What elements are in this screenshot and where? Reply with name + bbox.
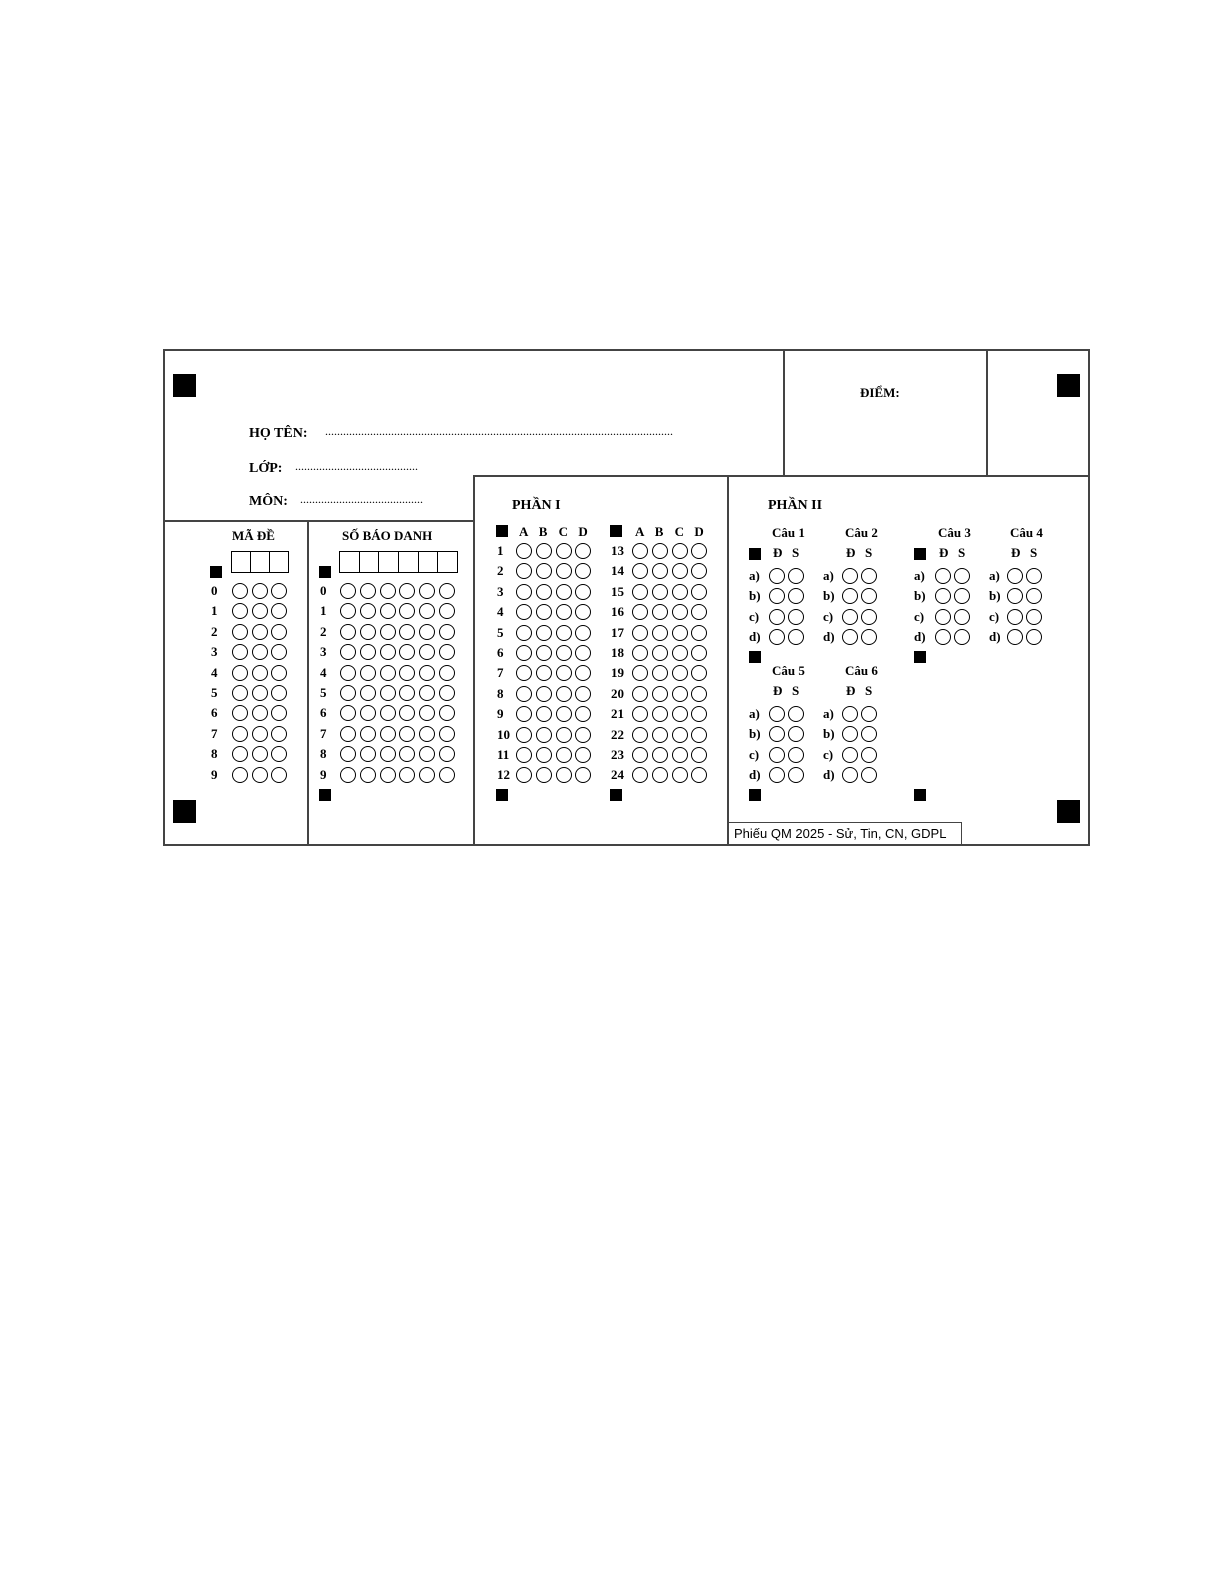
corner-marker-top-right bbox=[1057, 374, 1080, 397]
part1-bubble[interactable] bbox=[632, 584, 648, 600]
part2-bubble[interactable] bbox=[788, 568, 804, 584]
part1-bubble[interactable] bbox=[516, 686, 532, 702]
sbd-bubble[interactable] bbox=[399, 665, 415, 681]
sbd-bubble[interactable] bbox=[380, 685, 396, 701]
part1-option-header: A bbox=[635, 524, 645, 539]
part1-question-number: 2 bbox=[497, 563, 504, 579]
part2-question-title: Câu 5 bbox=[772, 663, 805, 678]
part1-question-number: 19 bbox=[611, 665, 624, 681]
sbd-bubble[interactable] bbox=[360, 624, 376, 640]
class-label: LỚP: bbox=[249, 461, 283, 476]
sbd-bubble[interactable] bbox=[380, 726, 396, 742]
part2-item-label: c) bbox=[749, 608, 760, 624]
sbd-bubble[interactable] bbox=[360, 726, 376, 742]
sbd-digit-label: 4 bbox=[320, 664, 327, 680]
part2-bubble[interactable] bbox=[769, 706, 785, 722]
timing-marker bbox=[749, 548, 761, 560]
part1-bubble[interactable] bbox=[516, 645, 532, 661]
timing-marker bbox=[496, 525, 508, 537]
part1-bubble[interactable] bbox=[556, 563, 572, 579]
part1-bubble[interactable] bbox=[672, 604, 688, 620]
part2-item-label: c) bbox=[749, 746, 760, 762]
part1-bubble[interactable] bbox=[575, 625, 591, 641]
sbd-write-box[interactable] bbox=[339, 551, 458, 573]
part1-bubble[interactable] bbox=[691, 625, 707, 641]
part2-item-label: d) bbox=[749, 767, 761, 783]
timing-marker bbox=[749, 789, 761, 801]
part2-ds-header: Đ bbox=[1011, 545, 1021, 560]
ma-de-digit-label: 8 bbox=[211, 746, 218, 762]
part2-bubble[interactable] bbox=[1026, 609, 1042, 625]
part1-bubble[interactable] bbox=[652, 747, 668, 763]
ma-de-bubble[interactable] bbox=[232, 583, 248, 599]
sbd-digit-label: 7 bbox=[320, 725, 327, 741]
part1-bubble[interactable] bbox=[652, 727, 668, 743]
sbd-bubble[interactable] bbox=[380, 644, 396, 660]
part2-item-label: d) bbox=[823, 767, 835, 783]
part1-bubble[interactable] bbox=[672, 625, 688, 641]
part2-ds-header: S bbox=[865, 545, 873, 560]
part1-option-header: D bbox=[694, 524, 704, 539]
ma-de-bubble[interactable] bbox=[232, 767, 248, 783]
part1-bubble[interactable] bbox=[652, 706, 668, 722]
timing-marker bbox=[914, 548, 926, 560]
sbd-bubble[interactable] bbox=[340, 624, 356, 640]
part2-bubble[interactable] bbox=[935, 568, 951, 584]
part1-bubble[interactable] bbox=[652, 645, 668, 661]
part1-question-number: 9 bbox=[497, 706, 504, 722]
sbd-bubble[interactable] bbox=[439, 726, 455, 742]
sbd-bubble[interactable] bbox=[439, 583, 455, 599]
part1-bubble[interactable] bbox=[632, 645, 648, 661]
part1-bubble[interactable] bbox=[672, 665, 688, 681]
part2-item-label: b) bbox=[823, 726, 835, 742]
part2-bubble[interactable] bbox=[842, 747, 858, 763]
sbd-bubble[interactable] bbox=[419, 726, 435, 742]
ma-de-title: MÃ ĐỀ bbox=[232, 528, 275, 543]
part2-bubble[interactable] bbox=[954, 609, 970, 625]
part1-bubble[interactable] bbox=[536, 584, 552, 600]
part2-item-label: d) bbox=[749, 629, 761, 645]
part1-bubble[interactable] bbox=[556, 767, 572, 783]
part1-bubble[interactable] bbox=[691, 727, 707, 743]
part2-question-title: Câu 1 bbox=[772, 525, 805, 540]
sbd-bubble[interactable] bbox=[360, 583, 376, 599]
part2-item-label: c) bbox=[823, 746, 834, 762]
part2-ds-header: Đ bbox=[846, 545, 856, 560]
part1-option-header: A bbox=[519, 524, 529, 539]
ma-de-digit-label: 6 bbox=[211, 705, 218, 721]
ma-de-bubble[interactable] bbox=[252, 726, 268, 742]
part1-bubble[interactable] bbox=[672, 747, 688, 763]
part1-question-number: 20 bbox=[611, 685, 624, 701]
part1-bubble[interactable] bbox=[672, 767, 688, 783]
part1-question-number: 1 bbox=[497, 543, 504, 558]
part2-item-label: d) bbox=[989, 629, 1001, 645]
part1-bubble[interactable] bbox=[516, 727, 532, 743]
part2-item-label: a) bbox=[749, 568, 760, 583]
so-bao-danh-title: SỐ BÁO DANH bbox=[342, 528, 433, 543]
timing-marker bbox=[914, 789, 926, 801]
part2-item-label: b) bbox=[914, 588, 926, 604]
part1-question-number: 5 bbox=[497, 624, 504, 640]
part2-bubble[interactable] bbox=[861, 747, 877, 763]
part1-bubble[interactable] bbox=[556, 625, 572, 641]
part1-bubble[interactable] bbox=[536, 645, 552, 661]
part1-question-number: 15 bbox=[611, 583, 624, 599]
part1-bubble[interactable] bbox=[556, 706, 572, 722]
ma-de-digit-label: 4 bbox=[211, 664, 218, 680]
part1-bubble[interactable] bbox=[672, 706, 688, 722]
part1-bubble[interactable] bbox=[556, 584, 572, 600]
subject-label: MÔN: bbox=[249, 494, 288, 509]
part2-item-label: b) bbox=[749, 726, 761, 742]
ma-de-bubble[interactable] bbox=[252, 624, 268, 640]
ma-de-bubble[interactable] bbox=[252, 603, 268, 619]
part2-bubble[interactable] bbox=[954, 568, 970, 584]
corner-marker-bottom-right bbox=[1057, 800, 1080, 823]
part1-bubble[interactable] bbox=[556, 604, 572, 620]
ma-de-digit-label: 3 bbox=[211, 644, 218, 660]
part1-bubble[interactable] bbox=[652, 584, 668, 600]
part2-item-label: c) bbox=[989, 608, 1000, 624]
part1-option-header: B bbox=[654, 524, 664, 539]
part1-question-number: 13 bbox=[611, 543, 624, 558]
part2-ds-header: S bbox=[792, 545, 800, 560]
part1-bubble[interactable] bbox=[672, 686, 688, 702]
sheet-footer: Phiếu QM 2025 - Sử, Tin, CN, GDPL bbox=[727, 822, 962, 846]
part2-item-label: d) bbox=[823, 629, 835, 645]
timing-marker bbox=[610, 525, 622, 537]
timing-marker bbox=[496, 789, 508, 801]
part2-title: PHẦN II bbox=[768, 498, 823, 513]
sbd-bubble[interactable] bbox=[419, 665, 435, 681]
part2-ds-header: Đ bbox=[773, 683, 783, 698]
corner-marker-bottom-left bbox=[173, 800, 196, 823]
sbd-bubble[interactable] bbox=[360, 767, 376, 783]
ma-de-digit-label: 1 bbox=[211, 603, 218, 619]
part1-option-header: D bbox=[578, 524, 588, 539]
part1-bubble[interactable] bbox=[516, 747, 532, 763]
part2-ds-header: S bbox=[792, 683, 800, 698]
part2-question-title: Câu 2 bbox=[845, 525, 878, 540]
ma-de-bubble[interactable] bbox=[271, 624, 287, 640]
part2-bubble[interactable] bbox=[1007, 609, 1023, 625]
score-label: ĐIỂM: bbox=[860, 385, 900, 400]
part1-bubble[interactable] bbox=[556, 686, 572, 702]
sbd-digit-label: 2 bbox=[320, 623, 327, 639]
part2-item-label: a) bbox=[989, 568, 1000, 583]
part1-bubble[interactable] bbox=[536, 706, 552, 722]
ma-de-bubble[interactable] bbox=[271, 665, 287, 681]
sbd-bubble[interactable] bbox=[340, 665, 356, 681]
sbd-bubble[interactable] bbox=[360, 644, 376, 660]
sbd-bubble[interactable] bbox=[340, 685, 356, 701]
divider-score-left bbox=[783, 349, 785, 476]
class-dots[interactable]: ......................................... bbox=[295, 459, 418, 473]
part2-ds-header: Đ bbox=[939, 545, 949, 560]
divider-part1-part2 bbox=[727, 475, 729, 846]
part1-bubble[interactable] bbox=[556, 645, 572, 661]
name-dots[interactable]: .................................................................................................................... bbox=[325, 424, 673, 438]
part1-bubble[interactable] bbox=[556, 543, 572, 559]
ma-de-digit-label: 5 bbox=[211, 685, 218, 700]
sbd-bubble[interactable] bbox=[419, 624, 435, 640]
ma-de-bubble[interactable] bbox=[271, 583, 287, 599]
ma-de-bubble[interactable] bbox=[252, 685, 268, 701]
timing-marker bbox=[319, 789, 331, 801]
part1-bubble[interactable] bbox=[652, 543, 668, 559]
sbd-bubble[interactable] bbox=[419, 767, 435, 783]
part2-ds-header: Đ bbox=[846, 683, 856, 698]
part1-bubble[interactable] bbox=[672, 584, 688, 600]
part1-question-number: 23 bbox=[611, 747, 624, 762]
part1-bubble[interactable] bbox=[556, 747, 572, 763]
part2-bubble[interactable] bbox=[842, 609, 858, 625]
timing-marker bbox=[610, 789, 622, 801]
part2-item-label: a) bbox=[914, 568, 925, 583]
part1-bubble[interactable] bbox=[536, 604, 552, 620]
part1-bubble[interactable] bbox=[632, 625, 648, 641]
part1-bubble[interactable] bbox=[672, 563, 688, 579]
part1-bubble[interactable] bbox=[556, 727, 572, 743]
part1-bubble[interactable] bbox=[672, 645, 688, 661]
ma-de-bubble[interactable] bbox=[252, 746, 268, 762]
part1-bubble[interactable] bbox=[632, 686, 648, 702]
ma-de-bubble[interactable] bbox=[232, 685, 248, 701]
part1-option-header: B bbox=[538, 524, 548, 539]
part2-bubble[interactable] bbox=[788, 609, 804, 625]
part2-ds-header: S bbox=[865, 683, 873, 698]
part1-bubble[interactable] bbox=[516, 584, 532, 600]
ma-de-bubble[interactable] bbox=[252, 665, 268, 681]
part2-item-label: b) bbox=[989, 588, 1001, 604]
part1-question-number: 3 bbox=[497, 583, 504, 599]
part1-bubble[interactable] bbox=[536, 747, 552, 763]
part2-item-label: a) bbox=[823, 568, 834, 583]
ma-de-bubble[interactable] bbox=[271, 767, 287, 783]
part2-ds-header: S bbox=[958, 545, 966, 560]
part2-bubble[interactable] bbox=[769, 747, 785, 763]
sbd-bubble[interactable] bbox=[380, 767, 396, 783]
divider-header-right bbox=[473, 475, 1090, 477]
part1-question-number: 11 bbox=[497, 747, 510, 762]
part1-question-number: 4 bbox=[497, 604, 504, 620]
divider-made-sbd bbox=[307, 520, 309, 846]
sbd-bubble[interactable] bbox=[439, 685, 455, 701]
part1-question-number: 22 bbox=[611, 726, 624, 742]
corner-marker-top-left bbox=[173, 374, 196, 397]
part2-item-label: a) bbox=[823, 706, 834, 721]
part1-question-number: 8 bbox=[497, 685, 504, 701]
part1-question-number: 6 bbox=[497, 645, 504, 660]
ma-de-bubble[interactable] bbox=[252, 705, 268, 721]
part2-item-label: d) bbox=[914, 629, 926, 645]
part1-question-number: 21 bbox=[611, 706, 624, 722]
sbd-bubble[interactable] bbox=[340, 583, 356, 599]
sbd-bubble[interactable] bbox=[360, 746, 376, 762]
ma-de-digit-label: 9 bbox=[211, 766, 218, 782]
sbd-bubble[interactable] bbox=[380, 705, 396, 721]
part2-bubble[interactable] bbox=[788, 747, 804, 763]
part2-question-title: Câu 4 bbox=[1010, 525, 1043, 540]
part1-bubble[interactable] bbox=[672, 727, 688, 743]
part1-question-number: 14 bbox=[611, 563, 624, 579]
part1-title: PHẦN I bbox=[512, 498, 561, 513]
part1-bubble[interactable] bbox=[652, 604, 668, 620]
ma-de-bubble[interactable] bbox=[252, 767, 268, 783]
part1-bubble[interactable] bbox=[632, 727, 648, 743]
part2-question-title: Câu 3 bbox=[938, 525, 971, 540]
sbd-bubble[interactable] bbox=[380, 583, 396, 599]
name-label: HỌ TÊN: bbox=[249, 426, 308, 441]
ma-de-bubble[interactable] bbox=[271, 685, 287, 701]
sbd-bubble[interactable] bbox=[439, 767, 455, 783]
ma-de-digit-label: 2 bbox=[211, 623, 218, 639]
sbd-digit-label: 1 bbox=[320, 603, 327, 619]
part2-bubble[interactable] bbox=[842, 568, 858, 584]
part2-bubble[interactable] bbox=[935, 609, 951, 625]
part2-ds-header: Đ bbox=[773, 545, 783, 560]
part1-bubble[interactable] bbox=[632, 543, 648, 559]
part1-bubble[interactable] bbox=[536, 686, 552, 702]
part2-bubble[interactable] bbox=[769, 609, 785, 625]
part1-option-header: C bbox=[674, 524, 684, 539]
sbd-bubble[interactable] bbox=[380, 624, 396, 640]
timing-marker bbox=[749, 651, 761, 663]
part1-question-number: 7 bbox=[497, 665, 504, 681]
part2-bubble[interactable] bbox=[1007, 568, 1023, 584]
part1-question-number: 12 bbox=[497, 767, 510, 783]
sbd-bubble[interactable] bbox=[380, 665, 396, 681]
sbd-digit-label: 5 bbox=[320, 685, 327, 700]
ma-de-bubble[interactable] bbox=[232, 726, 248, 742]
part1-option-header: C bbox=[558, 524, 568, 539]
sbd-digit-label: 0 bbox=[320, 583, 327, 598]
part1-bubble[interactable] bbox=[632, 747, 648, 763]
part2-item-label: b) bbox=[749, 588, 761, 604]
part1-bubble[interactable] bbox=[516, 543, 532, 559]
ma-de-digit-label: 0 bbox=[211, 583, 218, 598]
sbd-bubble[interactable] bbox=[380, 603, 396, 619]
divider-score-right bbox=[986, 349, 988, 476]
part1-bubble[interactable] bbox=[536, 625, 552, 641]
part1-bubble[interactable] bbox=[556, 665, 572, 681]
part1-question-number: 17 bbox=[611, 624, 624, 640]
part1-question-number: 24 bbox=[611, 767, 624, 783]
part1-bubble[interactable] bbox=[672, 543, 688, 559]
sbd-bubble[interactable] bbox=[360, 685, 376, 701]
ma-de-bubble[interactable] bbox=[252, 644, 268, 660]
part2-bubble[interactable] bbox=[788, 706, 804, 722]
part1-bubble[interactable] bbox=[536, 543, 552, 559]
part1-bubble[interactable] bbox=[652, 625, 668, 641]
part2-item-label: c) bbox=[823, 608, 834, 624]
timing-marker bbox=[210, 566, 222, 578]
sbd-bubble[interactable] bbox=[360, 665, 376, 681]
divider-sbd-part1 bbox=[473, 475, 475, 846]
part2-item-label: c) bbox=[914, 608, 925, 624]
sbd-digit-label: 3 bbox=[320, 644, 327, 660]
part2-item-label: a) bbox=[749, 706, 760, 721]
part2-bubble[interactable] bbox=[861, 609, 877, 625]
sbd-digit-label: 9 bbox=[320, 766, 327, 782]
timing-marker bbox=[914, 651, 926, 663]
part2-bubble[interactable] bbox=[861, 568, 877, 584]
ma-de-bubble[interactable] bbox=[232, 624, 248, 640]
sbd-bubble[interactable] bbox=[399, 767, 415, 783]
sbd-bubble[interactable] bbox=[439, 665, 455, 681]
sbd-bubble[interactable] bbox=[340, 767, 356, 783]
part1-question-number: 10 bbox=[497, 726, 510, 742]
part2-bubble[interactable] bbox=[842, 706, 858, 722]
ma-de-bubble[interactable] bbox=[232, 665, 248, 681]
part2-ds-header: S bbox=[1030, 545, 1038, 560]
divider-header-left bbox=[163, 520, 474, 522]
timing-marker bbox=[319, 566, 331, 578]
sbd-bubble[interactable] bbox=[439, 624, 455, 640]
part1-bubble[interactable] bbox=[516, 625, 532, 641]
part2-question-title: Câu 6 bbox=[845, 663, 878, 678]
part2-item-label: b) bbox=[823, 588, 835, 604]
part2-bubble[interactable] bbox=[1026, 568, 1042, 584]
subject-dots[interactable]: ......................................... bbox=[300, 492, 423, 506]
part2-bubble[interactable] bbox=[769, 568, 785, 584]
part1-bubble[interactable] bbox=[575, 727, 591, 743]
part1-bubble[interactable] bbox=[536, 727, 552, 743]
ma-de-write-box[interactable] bbox=[231, 551, 289, 573]
sbd-bubble[interactable] bbox=[380, 746, 396, 762]
ma-de-bubble[interactable] bbox=[271, 726, 287, 742]
ma-de-bubble[interactable] bbox=[252, 583, 268, 599]
part2-bubble[interactable] bbox=[861, 706, 877, 722]
sbd-digit-label: 6 bbox=[320, 705, 327, 721]
sbd-bubble[interactable] bbox=[340, 726, 356, 742]
part1-question-number: 18 bbox=[611, 645, 624, 660]
part1-bubble[interactable] bbox=[652, 686, 668, 702]
sbd-digit-label: 8 bbox=[320, 746, 327, 762]
part1-question-number: 16 bbox=[611, 604, 624, 620]
ma-de-digit-label: 7 bbox=[211, 725, 218, 741]
